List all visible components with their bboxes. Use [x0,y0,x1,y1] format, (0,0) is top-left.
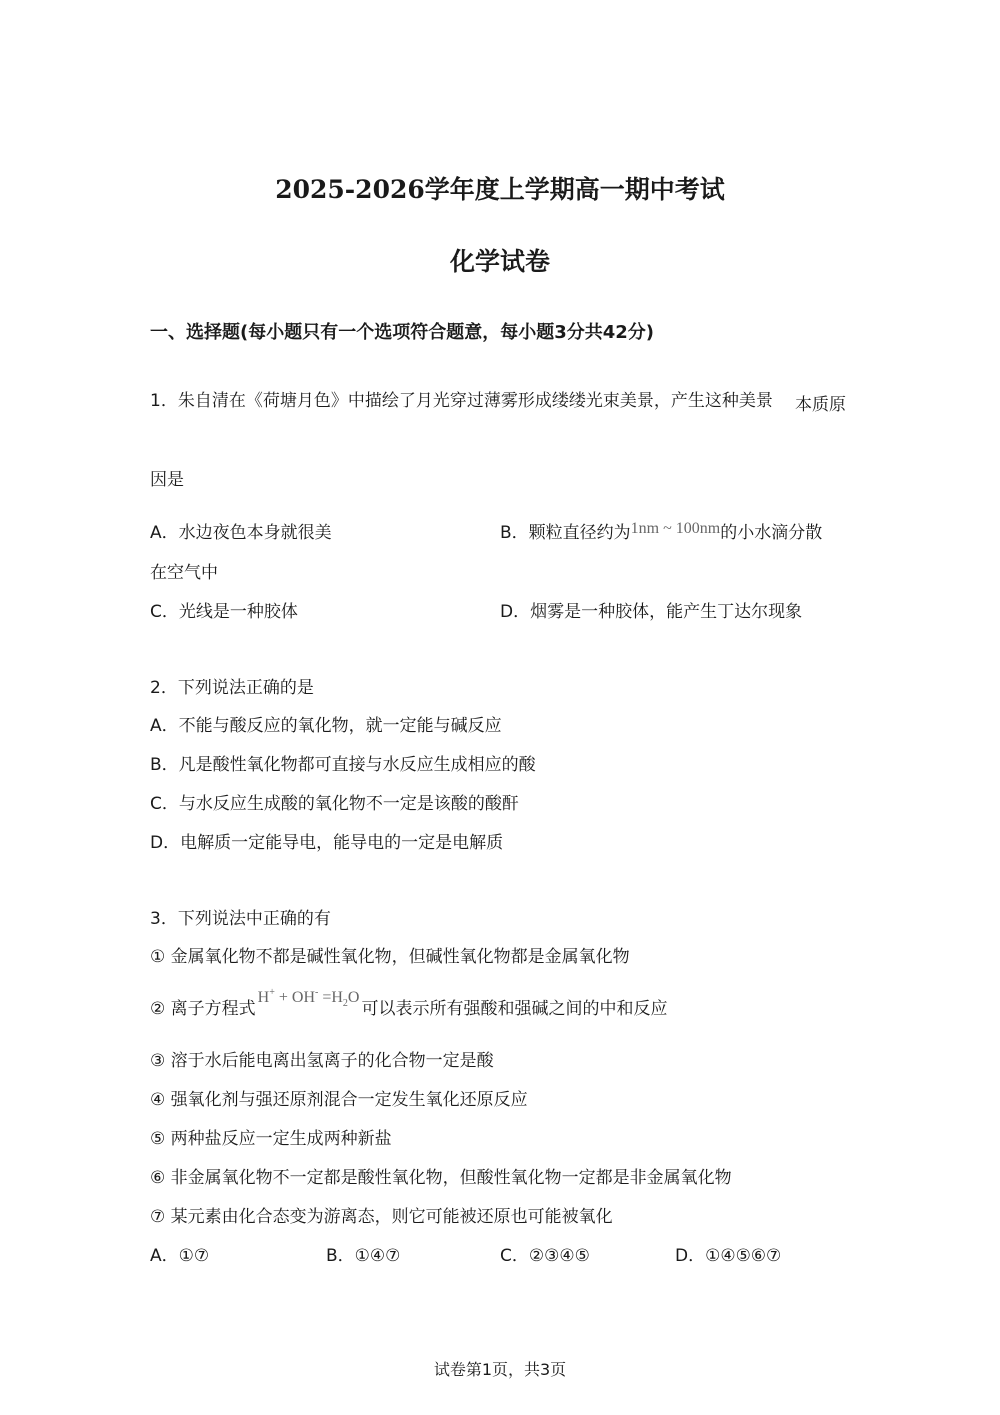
q3-option-c: C．②③④⑤ [500,1246,590,1266]
q1-stem-line2: 因是 [150,470,184,490]
q2-option-c: C．与水反应生成酸的氧化物不一定是该酸的酸酐 [150,794,519,814]
q2-option-d: D．电解质一定能导电，能导电的一定是电解质 [150,833,504,853]
q1-option-b [500,518,822,543]
page-subtitle: 化学试卷 [449,247,550,276]
q2-stem: 2．下列说法正确的是 [150,678,314,698]
page-title: 2025-2026学年度上学期高一期中考试 [275,175,725,204]
q3-option-a: A．①⑦ [150,1246,210,1266]
q1-option-a: A．水边夜色本身就很美 [150,523,332,543]
q3-statement-2-suffix: 可以表示所有强酸和强碱之间的中和反应 [361,999,668,1019]
q1-option-b-prefix: B．颗粒直径约为 [500,523,631,543]
formula-subscript: 2 [342,998,348,1009]
q3-statement-4: ④ 强氧化剂与强还原剂混合一定发生氧化还原反应 [150,1090,528,1110]
q3-statement-2-prefix: ② 离子方程式 [150,999,256,1019]
formula-h-charge: + [269,987,275,998]
q2-option-b: B．凡是酸性氧化物都可直接与水反应生成相应的酸 [150,755,536,775]
q3-statement-2 [150,987,668,1019]
q1-option-d: D．烟雾是一种胶体，能产生丁达尔现象 [500,602,803,622]
formula-oh: + OH [274,989,315,1006]
q3-option-b: B．①④⑦ [326,1246,401,1266]
q1-stem-line1: 1．朱自清在《荷塘月色》中描绘了月光穿过薄雾形成缕缕光束美景，产生这种美景 [150,391,773,411]
formula-oh-charge: - [315,987,319,998]
q3-statement-7: ⑦ 某元素由化合态变为游离态，则它可能被还原也可能被氧化 [150,1207,613,1227]
formula-h: H [257,989,270,1006]
ionic-equation-formula [256,987,362,1009]
section-heading: 一、选择题(每小题只有一个选项符合题意，每小题3分共42分) [150,322,655,343]
q1-size-formula: 1nm ~ 100nm [630,520,721,537]
q1-option-b-suffix: 的小水滴分散 [720,523,823,543]
q3-statement-6: ⑥ 非金属氧化物不一定都是酸性氧化物，但酸性氧化物一定都是非金属氧化物 [150,1168,732,1188]
q1-stem-tail: 本质原 [795,395,846,415]
q3-statement-3: ③ 溶于水后能电离出氢离子的化合物一定是酸 [150,1051,494,1071]
q1-option-b-continued: 在空气中 [150,563,218,583]
page-footer: 试卷第1页，共3页 [433,1360,567,1379]
q3-statement-1: ① 金属氧化物不都是碱性氧化物，但碱性氧化物都是金属氧化物 [150,947,630,967]
q3-stem: 3．下列说法中正确的有 [150,909,331,929]
formula-eq-h: =H [318,989,343,1006]
formula-o: O [347,989,360,1006]
q3-option-d: D．①④⑤⑥⑦ [675,1246,782,1266]
q1-option-c: C．光线是一种胶体 [150,602,298,622]
q2-option-a: A．不能与酸反应的氧化物，就一定能与碱反应 [150,716,502,736]
q3-statement-5: ⑤ 两种盐反应一定生成两种新盐 [150,1129,392,1149]
